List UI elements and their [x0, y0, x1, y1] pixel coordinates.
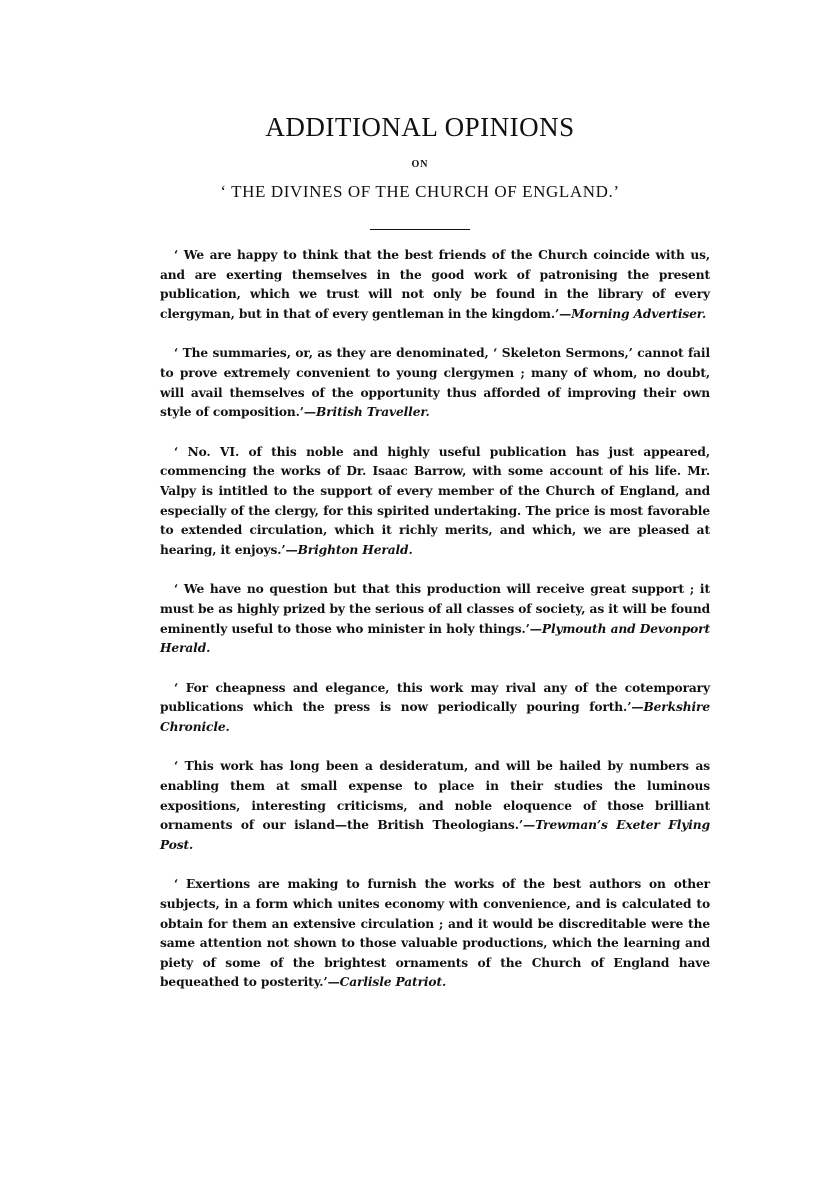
page-subtitle: ‘ THE DIVINES OF THE CHURCH OF ENGLAND.’ [220, 182, 620, 201]
quote-text: ‘ For cheapness and elegance, this work may rival any of the cotemporary publications which the press is now periodically pouring forth.’— [160, 680, 710, 715]
quote-text: ‘ Exertions are making to furnish the works of the best authors on other subjects, in a form which unites economy with convenience, and is calculated to obtain for them an extensive circulation ; and it would be discreditable were the same attention not shown to those valuable productions, which the learning and piety of some of the brightest ornaments of the Church of England have bequeathed to posterity.’— [160, 877, 710, 990]
quote-text: ‘ No. VI. of this noble and highly useful publication has just appeared, commencing the works of Dr. Isaac Barrow, with some account of his life. Mr. Valpy is intitled to the support of every member of the Church of England, and especially of the clergy, for this spirited undertaking. The price is most favorable to extended circulation, which it richly merits, and which, we are pleased at hearing, it enjoys.’— [160, 444, 710, 557]
quote-source: Morning Advertiser. [571, 306, 707, 321]
opinion-quote [160, 757, 710, 855]
page-title: ADDITIONAL OPINIONS [265, 112, 575, 142]
quote-source: Carlisle Patriot. [339, 975, 447, 990]
quote-text: ‘ The summaries, or, as they are denominated, ‘ Skeleton Sermons,’ cannot fail to prove extremely convenient to young clergymen ; many of whom, no doubt, will avail themselves of the opportunity thus afforded of improving their own style of composition.’— [160, 346, 710, 420]
title-divider [370, 229, 470, 230]
title-connector: ON [411, 159, 429, 170]
quote-source: Plymouth and Devonport Herald. [160, 621, 710, 656]
opinions-list [160, 246, 710, 1013]
quote-text: ‘ This work has long been a desideratum, and will be hailed by numbers as enabling them at small expense to place in their studies the luminous expositions, interesting criticisms, and noble eloquence of those brilliant ornaments of our island—the British Theologians.’— [160, 759, 710, 833]
opinion-quote [160, 443, 710, 561]
opinion-quote [160, 580, 710, 658]
quote-source: Berkshire Chronicle. [160, 700, 710, 734]
quote-source: Trewman’s Exeter Flying Post. [160, 818, 710, 852]
quote-source: Brighton Herald. [297, 542, 413, 557]
opinion-quote [160, 344, 710, 422]
opinion-quote [160, 679, 710, 738]
quote-text: ‘ We have no question but that this production will receive great support ; it must be as highly prized by the serious of all classes of society, as it will be found eminently useful to those who minister in holy things.’— [160, 582, 710, 636]
quote-source: British Traveller. [316, 405, 430, 420]
quote-text: ‘ We are happy to think that the best friends of the Church coincide with us, and are exerting themselves in the good work of patronising the present publication, which we trust will not only be found in the library of every clergyman, but in that of every gentleman in the kingdom.’— [160, 248, 710, 321]
opinion-quote [160, 875, 710, 993]
opinion-quote [160, 246, 710, 324]
